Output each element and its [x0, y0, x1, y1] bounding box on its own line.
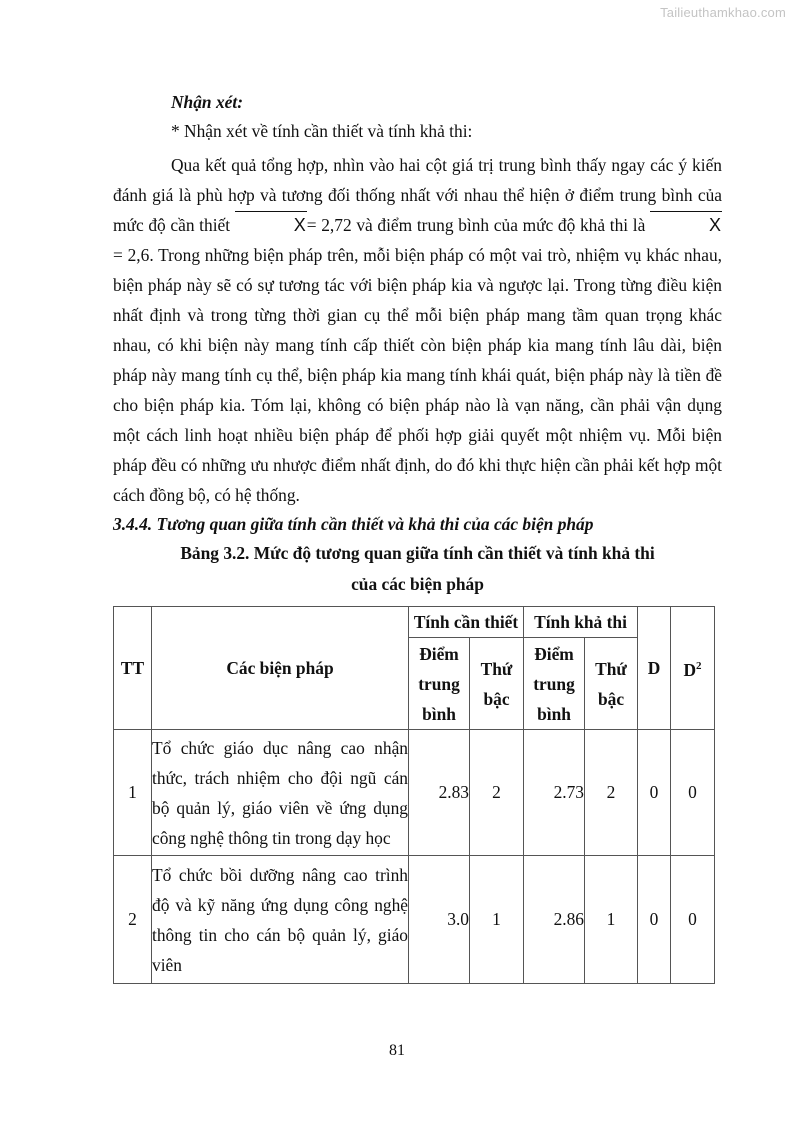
cell-feasibility-mean: 2.86: [524, 856, 585, 984]
rank-line2: bậc: [597, 688, 625, 709]
cell-necessity-mean: 2.83: [409, 730, 470, 856]
cell-necessity-rank: 2: [470, 730, 524, 856]
header-necessity-rank: [470, 638, 524, 730]
cell-tt: 1: [114, 730, 152, 856]
cell-necessity-mean: 3.0: [409, 856, 470, 984]
x-bar-symbol: X: [650, 210, 722, 240]
header-d-squared: [671, 607, 715, 730]
mean-line3: bình: [422, 703, 456, 724]
table-caption-line2: của các biện pháp: [351, 574, 484, 594]
rank-line1: Thứ: [595, 658, 627, 679]
heading-remarks: Nhận xét:: [171, 92, 243, 112]
section-title: 3.4.4. Tương quan giữa tính cần thiết và khả thi của các biện pháp: [113, 514, 594, 534]
watermark: Tailieuthamkhao.com: [660, 5, 786, 20]
x-bar-symbol: X: [235, 210, 307, 240]
cell-feasibility-rank: 2: [585, 730, 638, 856]
rank-line2: bậc: [483, 688, 510, 709]
mean-line1: Điểm: [534, 643, 574, 664]
header-feasibility-rank: [585, 638, 638, 730]
header-d2-sup: 2: [696, 660, 702, 672]
header-necessity-mean: [409, 638, 470, 730]
header-feasibility: Tính khả thi: [524, 607, 638, 638]
table-row: [114, 856, 715, 984]
paragraph-part3: = 2,6. Trong những biện pháp trên, mỗi biện pháp có một vai trò, nhiệm vụ khác nhau, biện pháp này sẽ có sự tương tác với biện pháp kia và ngược lại. Trong từng điều kiện nhất định và trong từng thời gian cụ thể mỗi biện pháp mang tầm quan trọng khác nhau, có khi biện này mang tính cấp thiết còn biện pháp kia mang tính lâu dài, biện pháp này mang tính cụ thể, biện pháp kia mang tính khái quát, biện pháp này là tiền đề cho biện pháp kia. Tóm lại, không có biện pháp nào là vạn năng, cần phải vận dụng một cách linh hoạt nhiều biện pháp để phối hợp giải quyết một nhiệm vụ. Mỗi biện pháp đều có những ưu nhược điểm nhất định, do đó khi thực hiện cần phải kết hợp một cách đồng bộ, có hệ thống.: [113, 245, 722, 505]
mean-line1: Điểm: [419, 643, 459, 664]
cell-feasibility-rank: 1: [585, 856, 638, 984]
header-tt: TT: [114, 607, 152, 730]
rank-line1: Thứ: [480, 658, 513, 679]
page-number: 81: [389, 1042, 405, 1059]
subheading-remarks: * Nhận xét về tính cần thiết và tính khả thi:: [171, 121, 473, 141]
header-measures: Các biện pháp: [152, 607, 409, 730]
header-d: D: [638, 607, 671, 730]
mean-line2: trung: [418, 673, 460, 694]
mean-line3: bình: [537, 703, 571, 724]
cell-measure: Tổ chức giáo dục nâng cao nhận thức, trách nhiệm cho đội ngũ cán bộ quản lý, giáo viên về ứng dụng công nghệ thông tin trong dạy học: [152, 730, 409, 856]
cell-d: 0: [638, 730, 671, 856]
paragraph-part1: Qua kết quả tổng hợp, nhìn vào hai cột giá trị trung bình thấy ngay các ý kiến đánh giá là phù hợp và tương đối thống nhất với nhau thể hiện ở điểm trung bình của mức độ cần thiết: [113, 155, 722, 235]
cell-measure: Tổ chức bồi dưỡng nâng cao trình độ và kỹ năng ứng dụng công nghệ thông tin cho cán bộ quản lý, giáo viên: [152, 856, 409, 984]
cell-d: 0: [638, 856, 671, 984]
header-d2-base: D: [683, 660, 697, 680]
body-paragraph: [113, 150, 722, 510]
paragraph-part2: = 2,72 và điểm trung bình của mức độ khả thi là: [306, 215, 650, 235]
header-feasibility-mean: [524, 638, 585, 730]
cell-tt: 2: [114, 856, 152, 984]
cell-d-squared: 0: [671, 730, 715, 856]
cell-necessity-rank: 1: [470, 856, 524, 984]
cell-feasibility-mean: 2.73: [524, 730, 585, 856]
correlation-table: [113, 606, 715, 984]
mean-line2: trung: [533, 673, 575, 694]
cell-d-squared: 0: [671, 856, 715, 984]
table-row: [114, 730, 715, 856]
header-necessity: Tính cần thiết: [409, 607, 524, 638]
table-caption-line1: Bảng 3.2. Mức độ tương quan giữa tính cần thiết và tính khả thi: [180, 543, 655, 563]
